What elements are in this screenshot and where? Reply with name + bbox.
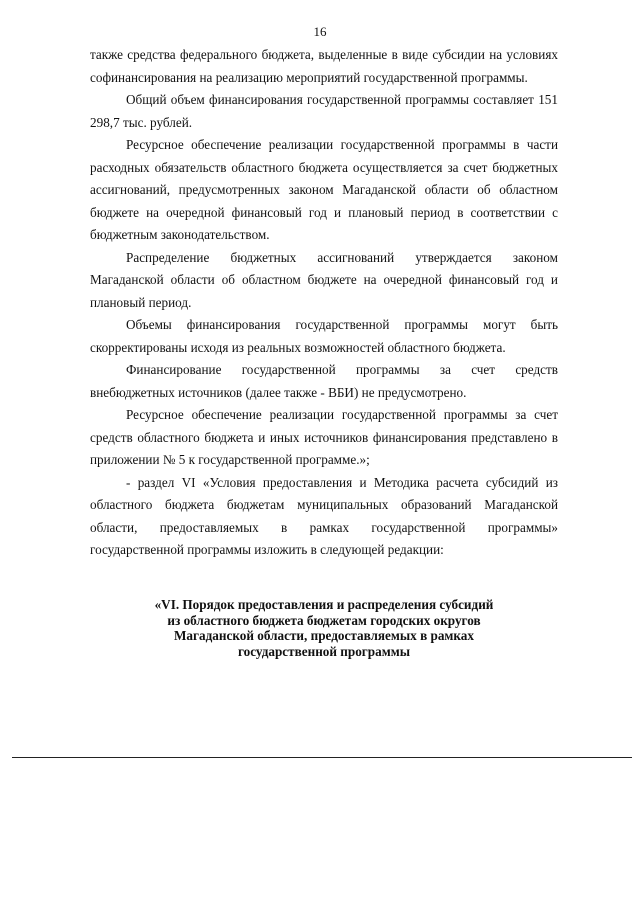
page-divider — [12, 757, 632, 758]
section-heading — [90, 597, 558, 659]
heading-line: из областного бюджета бюджетам городских округов — [167, 612, 481, 628]
heading-line: Магаданской области, предоставляемых в рамках — [173, 628, 474, 643]
paragraph: Объемы финансирования государственной программы могут быть скорректированы исходя из реальных возможностей областного бюджета. — [90, 317, 558, 355]
paragraph: Общий объем финансирования государственной программы составляет 151 298,7 тыс. рублей. — [90, 92, 558, 130]
heading-line: государственной программы — [238, 643, 410, 659]
paragraph: Ресурсное обеспечение реализации государственной программы в части расходных обязательств областного бюджета осуществляется за счет бюджетных ассигнований, предусмотренных законом Магаданской области об областном бюджете на очередной финансовый год и плановый период в соответствии с бюджетным законодательством. — [90, 137, 558, 242]
paragraph: также средства федерального бюджета, выделенные в виде субсидии на условиях софинансирования на реализацию мероприятий государственной программы. — [90, 47, 558, 85]
paragraph: - раздел VI «Условия предоставления и Методика расчета субсидий из областного бюджета бюджетам муниципальных образований Магаданской области, предоставляемых в рамках государственной программы» государственной программы изложить в следующей редакции: — [90, 474, 558, 557]
page-number: 16 — [313, 24, 327, 39]
paragraph: Ресурсное обеспечение реализации государственной программы за счет средств областного бюджета и иных источников финансирования представлено в приложении № 5 к государственной программе.»; — [90, 407, 558, 467]
heading-line: «VI. Порядок предоставления и распределения субсидий — [154, 597, 494, 612]
paragraph: Финансирование государственной программы за счет средств внебюджетных источников (далее также - ВБИ) не предусмотрено. — [90, 362, 558, 400]
paragraph: Распределение бюджетных ассигнований утверждается законом Магаданской области об областном бюджете на очередной финансовый год и плановый период. — [90, 249, 558, 310]
body-text — [90, 44, 558, 562]
